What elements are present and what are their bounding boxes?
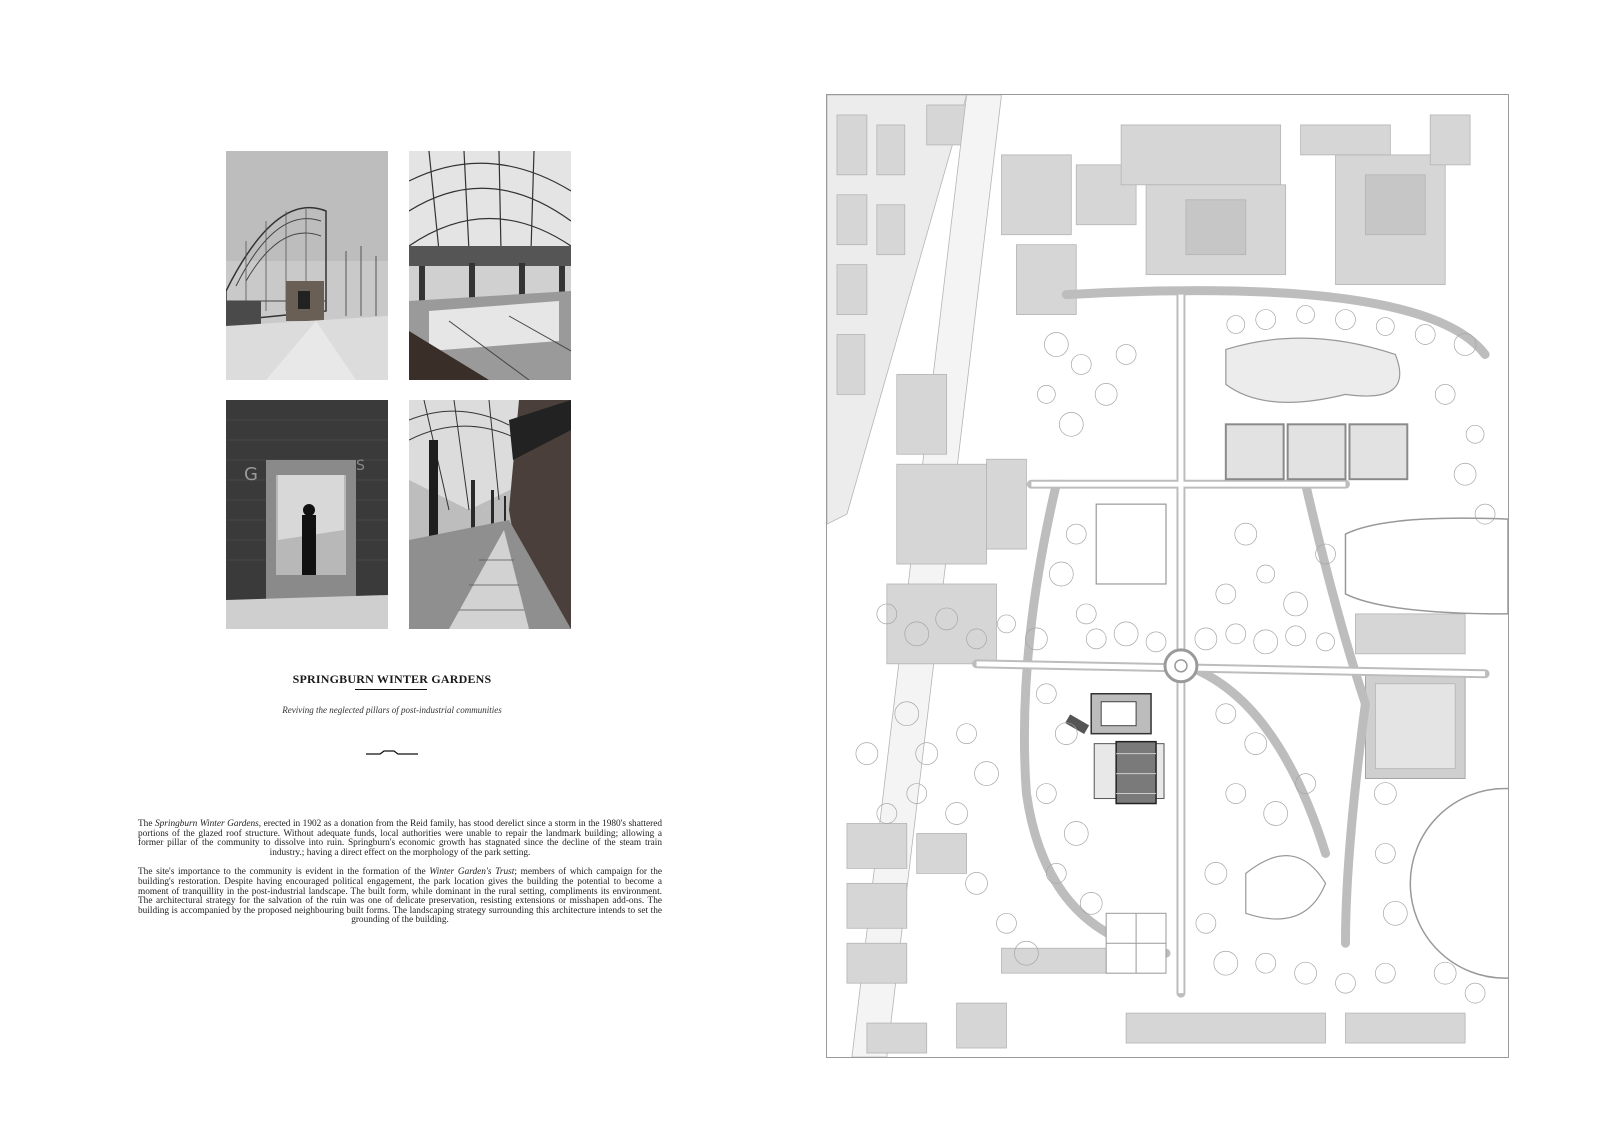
- svg-text:G: G: [244, 464, 258, 485]
- photo-interior-glass-roof: [409, 151, 571, 380]
- paragraph-2-body: ; members of which campaign for the building's restoration. Despite having encouraged political engagement, the park location gives the building the potential to become a moment of tranquillity in the post-industrial landscape. The built form, while dominant in the rural setting, compliments its environment. The architectural strategy for the salvation of the ruin was one of delicate preservation, resisting extensions or misshapen add-ons. The building is accompanied by the proposed neighbouring built forms. The landscaping strategy surrounding this architecture intends to set the grounding of the building.: [138, 867, 662, 926]
- paragraph-2-italic: Winter Garden's Trust: [429, 867, 515, 878]
- document-subtitle: Reviving the neglected pillars of post-industrial communities: [282, 705, 502, 715]
- paragraph-1-body: , erected in 1902 as a donation from the Reid family, has stood derelict since a storm in the 1980's shattered portions of the glazed roof structure. Without adequate funds, local authorities were unable to repair the landmark building; allowing a former pillar of the community to dissolve into ruin. Springburn's economic growth has stagnated since the decline of the steam train industry.; having a direct effect on the morphology of the park setting.: [138, 819, 663, 858]
- title-underline: [355, 689, 427, 690]
- paragraph-1: [138, 820, 662, 858]
- svg-text:S: S: [356, 458, 365, 474]
- document-title: SPRINGBURN WINTER GARDENS: [292, 672, 492, 686]
- photo-exterior-dome: [226, 151, 388, 380]
- photo-colonnade-corridor: [409, 400, 571, 629]
- site-plan-drawing: [827, 95, 1508, 1057]
- paragraph-2: [138, 868, 662, 926]
- paragraph-2-lead: The site's importance to the community is evident in the formation of the: [138, 867, 430, 878]
- paragraph-1-lead: The: [138, 819, 155, 829]
- winter-gardens-building-plan: [1065, 694, 1164, 804]
- body-text: [138, 820, 662, 936]
- paragraph-1-italic: Springburn Winter Gardens: [154, 819, 259, 829]
- site-plan-map: [826, 94, 1509, 1058]
- photo-brick-archway: [226, 400, 388, 629]
- ornament-divider: [366, 750, 418, 758]
